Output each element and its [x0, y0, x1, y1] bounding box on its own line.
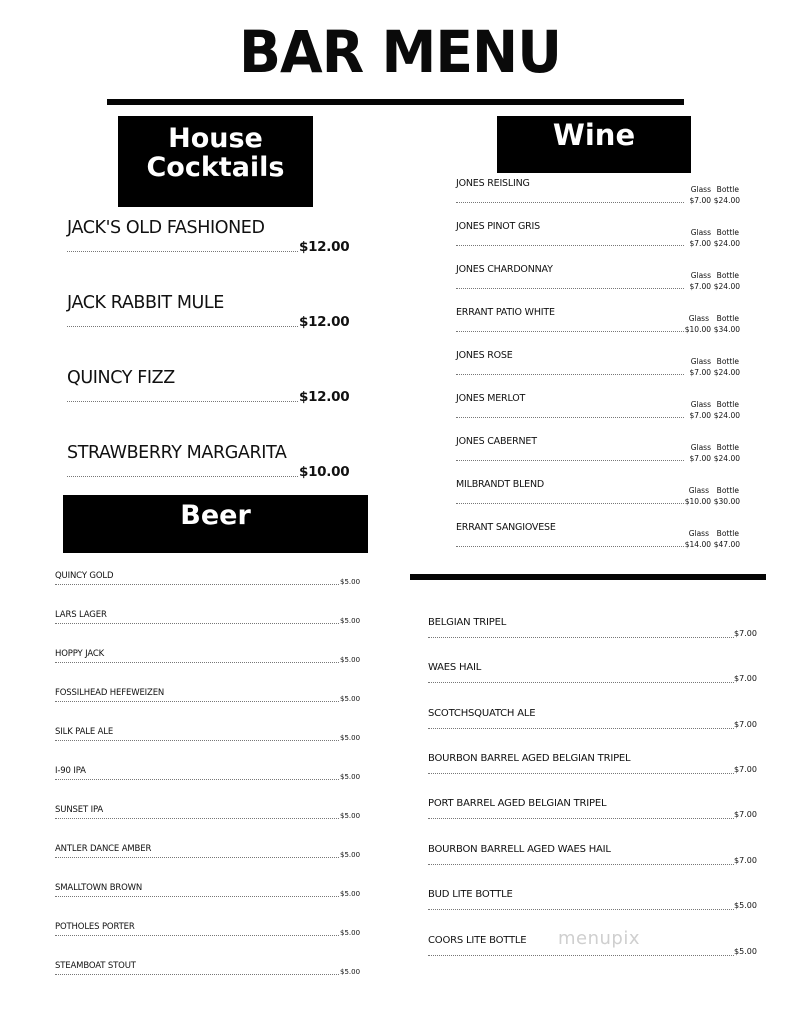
- bottle-label: Bottle: [716, 314, 739, 323]
- glass-label: Glass: [688, 314, 709, 323]
- item-name: SUNSET IPA: [55, 805, 104, 815]
- menu-title: BAR MENU: [239, 18, 561, 86]
- item-price: $12.00: [299, 239, 350, 255]
- beer-item: [55, 961, 360, 983]
- bottle-price: $24.00: [713, 454, 740, 463]
- glass-label: Glass: [688, 486, 709, 495]
- wine-item: [456, 479, 768, 509]
- item-name: BOURBON BARRELL AGED WAES HAIL: [428, 844, 611, 855]
- beer-item: [428, 708, 758, 736]
- item-price: $7.00: [734, 810, 757, 819]
- cocktails-heading-line2: Cocktails: [146, 152, 285, 184]
- item-name: STRAWBERRY MARGARITA: [67, 443, 287, 463]
- beer-item: [428, 753, 758, 781]
- glass-price: $10.00: [684, 497, 711, 506]
- cocktails-heading: [118, 116, 313, 207]
- bottle-label: Bottle: [716, 400, 739, 409]
- item-price: $5.00: [340, 968, 361, 976]
- glass-price: $7.00: [689, 196, 711, 205]
- beer-item: [428, 889, 758, 917]
- wine-item: [456, 264, 768, 294]
- dot-leader: [428, 864, 734, 865]
- item-name: SILK PALE ALE: [55, 727, 114, 737]
- item-price: $5.00: [340, 695, 361, 703]
- dot-leader: [428, 682, 734, 683]
- beer-item: [55, 727, 360, 749]
- dot-leader: [55, 623, 339, 624]
- cocktail-item: [67, 443, 350, 483]
- wine-item: [456, 178, 768, 208]
- dot-leader: [67, 401, 298, 402]
- glass-label: Glass: [690, 271, 711, 280]
- bottle-label: Bottle: [716, 185, 739, 194]
- glass-label: Glass: [690, 443, 711, 452]
- bottle-label: Bottle: [716, 486, 739, 495]
- cocktails-heading-line1: House: [168, 123, 263, 154]
- item-name: QUINCY FIZZ: [67, 368, 175, 388]
- item-price: $7.00: [734, 765, 757, 774]
- item-name: SMALLTOWN BROWN: [55, 883, 143, 893]
- wine-item: [456, 307, 768, 337]
- item-name: HOPPY JACK: [55, 649, 105, 659]
- glass-price: $14.00: [684, 540, 711, 549]
- beer-divider: [410, 574, 766, 580]
- beer-item: [55, 844, 360, 866]
- glass-label: Glass: [690, 185, 711, 194]
- dot-leader: [456, 245, 684, 246]
- cocktail-item: [67, 368, 350, 408]
- beer-item: [55, 571, 360, 593]
- wine-heading: Wine: [497, 116, 691, 173]
- item-name: QUINCY GOLD: [55, 571, 114, 581]
- wine-item: [456, 350, 768, 380]
- dot-leader: [428, 637, 734, 638]
- item-price: $5.00: [340, 851, 361, 859]
- item-price: $7.00: [734, 629, 757, 638]
- item-price: $7.00: [734, 720, 757, 729]
- item-name: STEAMBOAT STOUT: [55, 961, 136, 971]
- item-name: BELGIAN TRIPEL: [428, 617, 507, 628]
- bottle-label: Bottle: [716, 529, 739, 538]
- bottle-label: Bottle: [716, 228, 739, 237]
- watermark: menupix: [558, 928, 641, 949]
- glass-price: $7.00: [689, 368, 711, 377]
- dot-leader: [55, 584, 339, 585]
- dot-leader: [456, 288, 684, 289]
- beer-item: [428, 844, 758, 872]
- bottle-price: $30.00: [713, 497, 740, 506]
- item-name: BOURBON BARREL AGED BELGIAN TRIPEL: [428, 753, 631, 764]
- dot-leader: [428, 728, 734, 729]
- item-name: PORT BARREL AGED BELGIAN TRIPEL: [428, 798, 607, 809]
- dot-leader: [428, 955, 734, 956]
- glass-label: Glass: [690, 400, 711, 409]
- wine-item: [456, 221, 768, 251]
- beer-item: [428, 662, 758, 690]
- dot-leader: [67, 476, 298, 477]
- dot-leader: [55, 818, 339, 819]
- dot-leader: [456, 460, 684, 461]
- item-name: MILBRANDT BLEND: [456, 479, 545, 490]
- bottle-price: $24.00: [713, 282, 740, 291]
- item-price: $5.00: [340, 773, 361, 781]
- bottle-price: $34.00: [713, 325, 740, 334]
- bottle-label: Bottle: [716, 357, 739, 366]
- item-price: $12.00: [299, 389, 350, 405]
- item-name: ANTLER DANCE AMBER: [55, 844, 152, 854]
- glass-price: $10.00: [684, 325, 711, 334]
- beer-item: [55, 649, 360, 671]
- dot-leader: [55, 974, 339, 975]
- dot-leader: [428, 773, 734, 774]
- glass-label: Glass: [690, 228, 711, 237]
- item-name: JACK RABBIT MULE: [67, 293, 224, 313]
- dot-leader: [428, 909, 734, 910]
- item-name: FOSSILHEAD HEFEWEIZEN: [55, 688, 165, 698]
- bottle-label: Bottle: [716, 271, 739, 280]
- dot-leader: [456, 503, 684, 504]
- cocktail-item: [67, 293, 350, 333]
- item-name: LARS LAGER: [55, 610, 107, 620]
- beer-item: [55, 805, 360, 827]
- dot-leader: [55, 896, 339, 897]
- item-name: JONES ROSE: [456, 350, 513, 361]
- item-name: BUD LITE BOTTLE: [428, 889, 513, 900]
- dot-leader: [456, 417, 684, 418]
- top-divider: [107, 99, 684, 105]
- beer-item: [55, 610, 360, 632]
- item-name: JONES PINOT GRIS: [456, 221, 540, 232]
- item-name: JONES REISLING: [456, 178, 530, 189]
- bottle-price: $24.00: [713, 239, 740, 248]
- item-name: JONES CABERNET: [456, 436, 537, 447]
- dot-leader: [55, 662, 339, 663]
- dot-leader: [55, 740, 339, 741]
- item-price: $5.00: [734, 947, 757, 956]
- item-name: JONES CHARDONNAY: [456, 264, 553, 275]
- dot-leader: [456, 202, 684, 203]
- dot-leader: [55, 857, 339, 858]
- item-price: $5.00: [340, 734, 361, 742]
- beer-item: [55, 688, 360, 710]
- beer-item: [55, 922, 360, 944]
- item-name: POTHOLES PORTER: [55, 922, 135, 932]
- dot-leader: [55, 935, 339, 936]
- dot-leader: [456, 546, 684, 547]
- bottle-price: $24.00: [713, 196, 740, 205]
- item-price: $5.00: [340, 656, 361, 664]
- beer-item: [428, 617, 758, 645]
- item-price: $5.00: [340, 812, 361, 820]
- wine-item: [456, 436, 768, 466]
- dot-leader: [67, 251, 298, 252]
- wine-item: [456, 522, 768, 552]
- beer-item: [55, 766, 360, 788]
- item-price: $10.00: [299, 464, 350, 480]
- item-price: $7.00: [734, 856, 757, 865]
- dot-leader: [67, 326, 298, 327]
- item-name: COORS LITE BOTTLE: [428, 935, 527, 946]
- item-price: $5.00: [340, 890, 361, 898]
- item-name: I-90 IPA: [55, 766, 86, 776]
- beer-item: [55, 883, 360, 905]
- item-price: $5.00: [340, 929, 361, 937]
- cocktail-item: [67, 218, 350, 258]
- glass-label: Glass: [690, 357, 711, 366]
- beer-item: [428, 798, 758, 826]
- bottle-price: $47.00: [713, 540, 740, 549]
- item-name: ERRANT PATIO WHITE: [456, 307, 555, 318]
- bottle-label: Bottle: [716, 443, 739, 452]
- dot-leader: [456, 374, 684, 375]
- glass-price: $7.00: [689, 454, 711, 463]
- dot-leader: [428, 818, 734, 819]
- item-name: SCOTCHSQUATCH ALE: [428, 708, 536, 719]
- bottle-price: $24.00: [713, 368, 740, 377]
- glass-price: $7.00: [689, 239, 711, 248]
- item-price: $12.00: [299, 314, 350, 330]
- item-price: $7.00: [734, 674, 757, 683]
- beer-heading: Beer: [63, 495, 368, 553]
- glass-label: Glass: [688, 529, 709, 538]
- wine-item: [456, 393, 768, 423]
- glass-price: $7.00: [689, 411, 711, 420]
- item-name: JONES MERLOT: [456, 393, 526, 404]
- item-price: $5.00: [734, 901, 757, 910]
- item-name: ERRANT SANGIOVESE: [456, 522, 556, 533]
- item-price: $5.00: [340, 617, 361, 625]
- item-name: WAES HAIL: [428, 662, 482, 673]
- bottle-price: $24.00: [713, 411, 740, 420]
- dot-leader: [55, 779, 339, 780]
- item-name: JACK'S OLD FASHIONED: [67, 218, 265, 238]
- dot-leader: [456, 331, 684, 332]
- dot-leader: [55, 701, 339, 702]
- glass-price: $7.00: [689, 282, 711, 291]
- item-price: $5.00: [340, 578, 361, 586]
